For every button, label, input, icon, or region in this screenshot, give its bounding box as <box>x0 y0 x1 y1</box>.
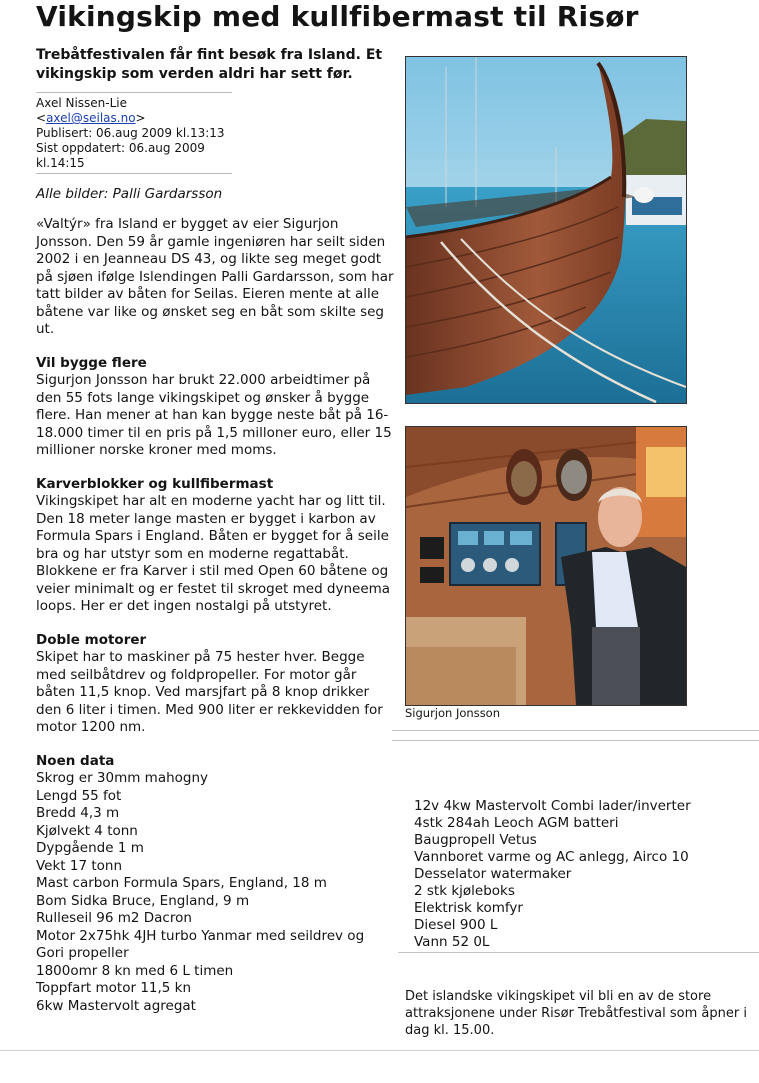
data-heading: Noen data <box>36 752 115 769</box>
updated-time: kl.14:15 <box>36 156 85 170</box>
list-item: Skrog er 30mm mahogny <box>36 770 209 786</box>
list-item: 12v 4kw Mastervolt Combi lader/inverter <box>414 798 691 814</box>
photo-credit: Alle bilder: Palli Gardarsson <box>36 186 223 202</box>
section-body-doble-motorer: Skipet har to maskiner på 75 hester hver. Begge med seilbåtdrev og foldpropeller. For motor går båten 11,5 knop. Ved marsjfart på 8 knop drikker den 6 liter i timen. Med 900 liter er rekkevidden for motor 1200 nm. <box>36 649 383 735</box>
article-body <box>36 46 396 1015</box>
list-item: Elektrisk komfyr <box>414 900 523 916</box>
list-item: 1800omr 8 kn med 6 L timen <box>36 962 234 979</box>
list-item: Gori propeller <box>36 945 129 961</box>
list-item: Vann 52 0L <box>414 934 490 950</box>
email-bracket-close: > <box>135 111 146 125</box>
section-heading-vil-bygge-flere: Vil bygge flere <box>36 354 147 371</box>
viking-ship-bow-photo <box>405 56 687 404</box>
section-body-vil-bygge-flere: Sigurjon Jonsson har brukt 22.000 arbeidtimer på den 55 fots lange vikingskipet og ønsker å bygge flere. Han mener at han kan bygge neste båt på 16-18.000 timer til en pris på 1,5 milloner euro, eller 15 millioner norske kroner med moms. <box>36 372 392 458</box>
divider <box>392 740 759 741</box>
list-item: Vannboret varme og AC anlegg, Airco 10 <box>414 849 689 865</box>
divider <box>0 1050 759 1051</box>
list-item: Kjølvekt 4 tonn <box>36 822 138 839</box>
closing-note: Det islandske vikingskipet vil bli en av de store attraksjonene under Risør Trebåtfestival som åpner i dag kl. 15.00. <box>405 989 747 1038</box>
section-body-karverblokker: Vikingskipet har alt en moderne yacht har og litt til. Den 18 meter lange masten er bygget i karbon av Formula Spars i England. Båten er bygget for å seile bra og har utstyr som en moderne regattabåt. Blokkene er fra Karver i stil med Open 60 båtene og veier minimalt og er festet til skroget med dyneema loops. Her er det ingen nostalgi på utstyret. <box>36 493 391 614</box>
owner-in-cabin-photo <box>405 426 687 706</box>
photo-caption: Sigurjon Jonsson <box>405 706 501 720</box>
author-email-line <box>36 111 232 126</box>
data-list-right <box>414 798 691 951</box>
list-item: Toppfart motor 11,5 kn <box>36 980 192 996</box>
list-item: Diesel 900 L <box>414 917 498 933</box>
viking-ship-bow-illustration <box>406 57 686 403</box>
list-item: Mast carbon Formula Spars, England, 18 m <box>36 875 327 891</box>
author-email-link[interactable]: axel@seilas.no <box>46 111 136 125</box>
list-item: Vekt 17 tonn <box>36 857 123 874</box>
published-date: Publisert: 06.aug 2009 kl.13:13 <box>36 126 225 140</box>
section-heading-karverblokker: Karverblokker og kullfibermast <box>36 475 274 492</box>
list-item: 4stk 284ah Leoch AGM batteri <box>414 815 619 831</box>
email-bracket-open: < <box>36 111 47 125</box>
list-item: Desselator watermaker <box>414 866 572 882</box>
list-item: Motor 2x75hk 4JH turbo Yanmar med seildrev og <box>36 927 365 944</box>
section-heading-doble-motorer: Doble motorer <box>36 631 147 648</box>
author-name: Axel Nissen-Lie <box>36 96 128 110</box>
list-item: Bredd 4,3 m <box>36 805 120 821</box>
owner-in-cabin-illustration <box>406 427 686 705</box>
list-item: Dypgående 1 m <box>36 840 144 856</box>
divider <box>392 730 759 731</box>
intro-paragraph: «Valtýr» fra Island er bygget av eier Sigurjon Jonsson. Den 59 år gamle ingeniøren har seilt siden 2002 i en Jeanneau DS 43, og likte seg meget godt på sjøen ifølge Islendingen Palli Gardarsson, som har tatt bilder av båten for Seilas. Eieren mente at alle båtene var like og ønsket seg en båt som skilte seg ut. <box>36 216 394 337</box>
data-list-left <box>36 770 396 1015</box>
byline <box>36 92 232 174</box>
list-item: 6kw Mastervolt agregat <box>36 997 196 1014</box>
article-lead: Trebåtfestivalen får fint besøk fra Island. Et vikingskip som verden aldri har sett før. <box>36 47 383 82</box>
list-item: Rulleseil 96 m2 Dacron <box>36 910 192 926</box>
article-title: Vikingskip med kullfibermast til Risør <box>36 0 639 33</box>
divider <box>398 952 759 953</box>
list-item: 2 stk kjøleboks <box>414 883 515 899</box>
list-item: Baugpropell Vetus <box>414 832 537 848</box>
list-item: Bom Sidka Bruce, England, 9 m <box>36 892 250 909</box>
list-item: Lengd 55 fot <box>36 787 122 804</box>
updated-date: Sist oppdatert: 06.aug 2009 <box>36 141 205 155</box>
